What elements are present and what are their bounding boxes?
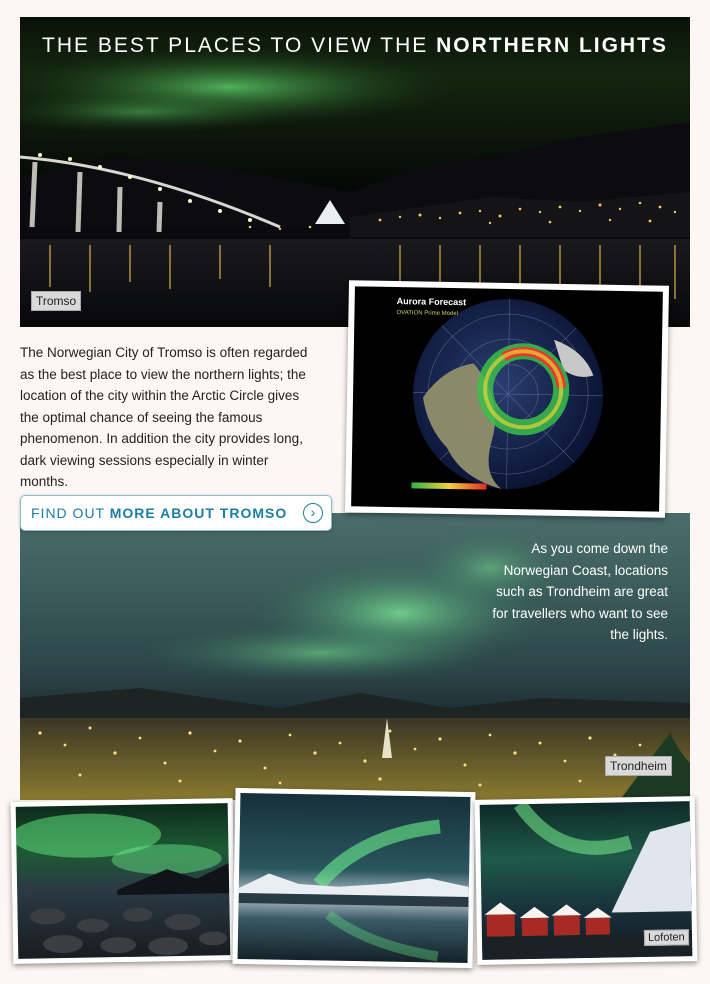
page-title: [20, 34, 690, 58]
forecast-subtitle: OVATION Prime Model: [396, 310, 458, 318]
cta-label-bold: MORE ABOUT TROMSO: [109, 505, 288, 521]
location-tag-trondheim: Trondheim: [605, 756, 672, 776]
title-bold: NORTHERN LIGHTS: [436, 34, 668, 57]
title-light: THE BEST PLACES TO VIEW THE: [42, 34, 429, 57]
gallery-photo-fjord: [232, 788, 475, 968]
gallery-photo-rocky-beach: [11, 798, 236, 964]
forecast-color-scale: [411, 482, 486, 489]
cta-label: [31, 505, 287, 521]
trondheim-image: [20, 513, 690, 800]
cta-label-light: FIND OUT: [31, 505, 105, 521]
aurora-fjord-scene: [238, 793, 471, 963]
location-tag-lofoten: Lofoten: [644, 929, 689, 946]
aurora-beach-scene: [16, 803, 231, 959]
gallery-photo-lofoten: [475, 796, 698, 965]
aurora-forecast-card: [345, 280, 669, 518]
aurora-globe: [351, 286, 663, 511]
more-about-tromso-button[interactable]: [20, 495, 332, 531]
forecast-title: Aurora Forecast: [396, 296, 467, 308]
trondheim-paragraph: As you come down the Norwegian Coast, locations such as Trondheim are great for travellers who want to see the lights.: [492, 541, 668, 642]
location-tag-tromso: Tromso: [31, 291, 81, 311]
chevron-right-icon: ›: [303, 503, 323, 523]
intro-paragraph: The Norwegian City of Tromso is often regarded as the best place to view the northern lights; the location of the city within the Arctic Circle gives the optimal chance of seeing the famous phenomenon. In addition the city provides long, dark viewing sessions especially in winter months.: [20, 345, 308, 489]
aurora-forecast-map: [351, 286, 663, 511]
